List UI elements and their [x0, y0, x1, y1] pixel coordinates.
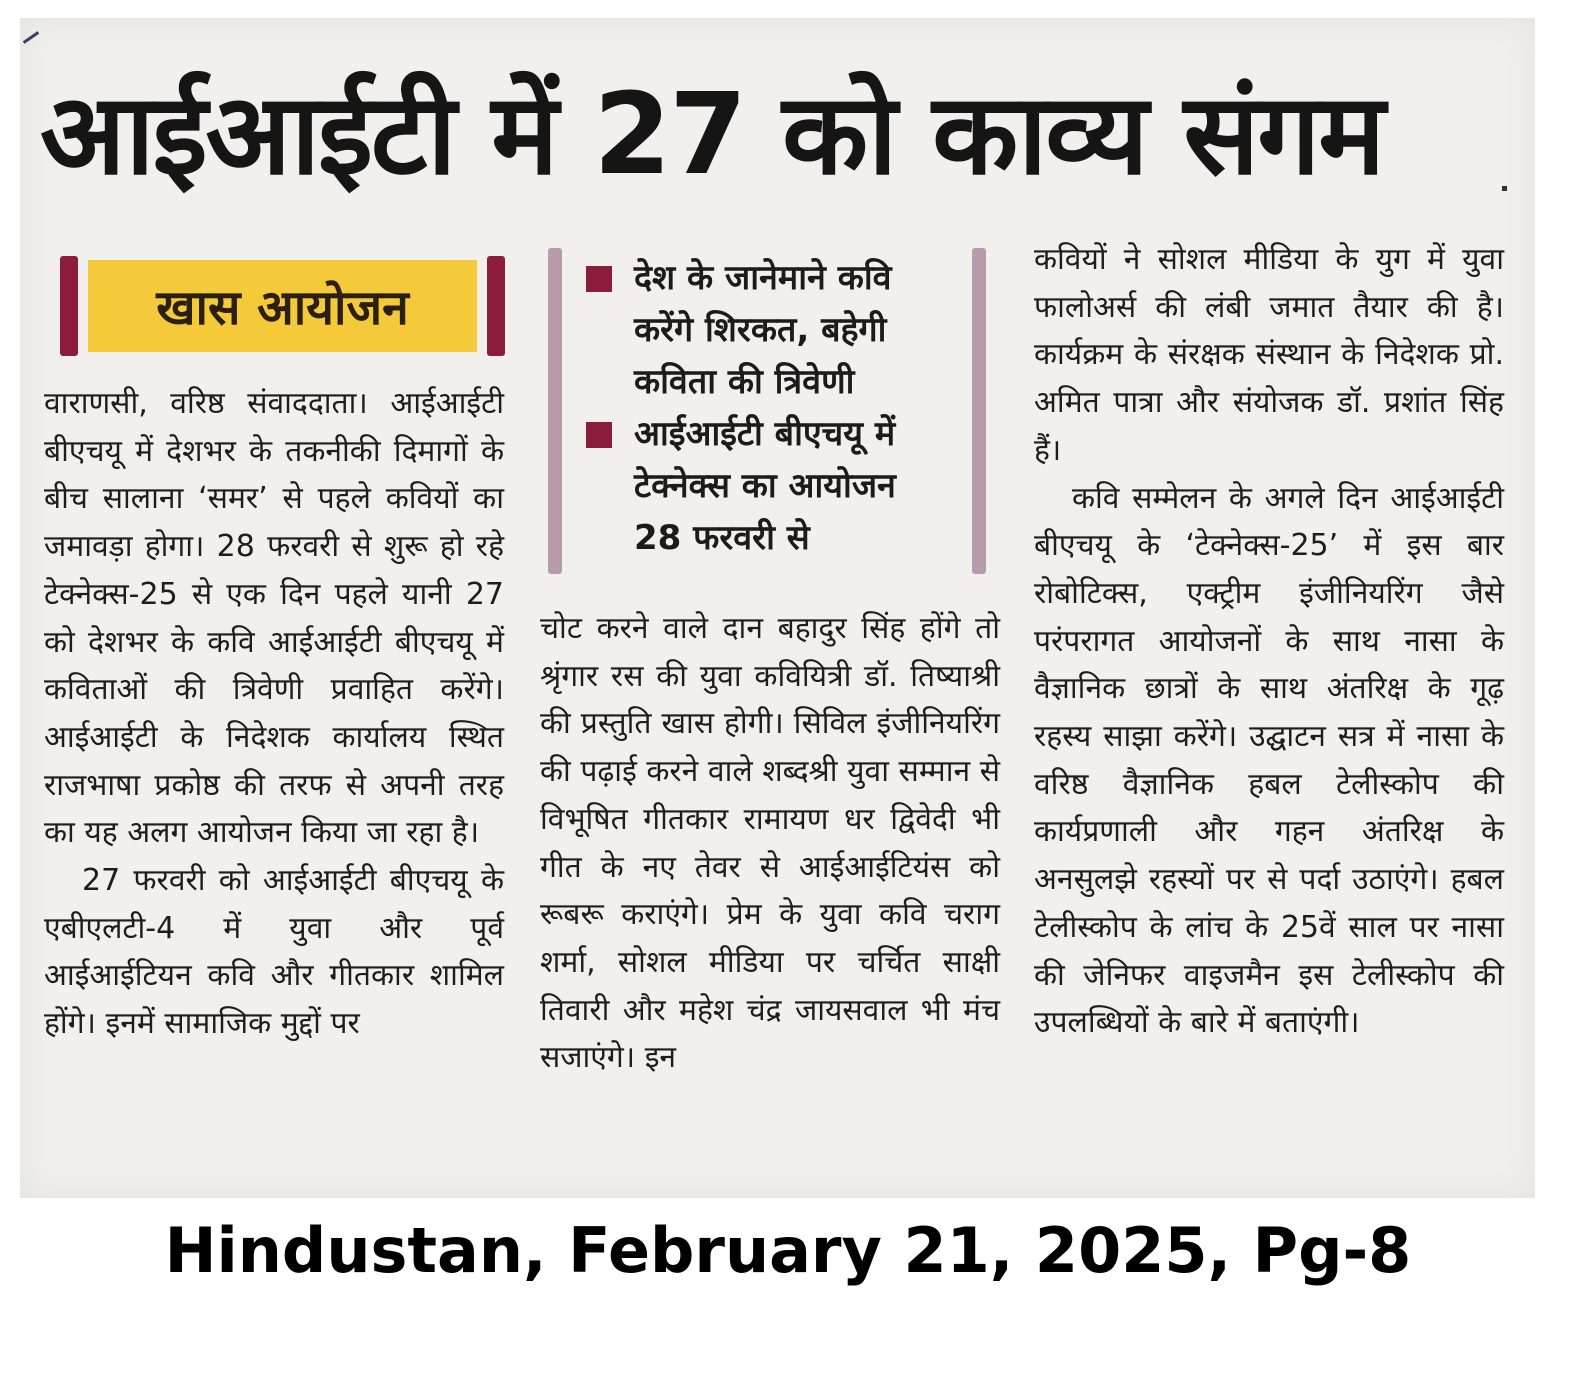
kicker-left-bar — [60, 256, 78, 356]
column-1-paragraph-2: 27 फरवरी को आईआईटी बीएचयू के एबीएलटी-4 में युवा और पूर्व आईआईटियन कवि और गीतकार शामिल होंगे। इनमें सामाजिक मुद्दों पर — [44, 863, 504, 1042]
headline: आईआईटी में 27 को काव्य संगम — [40, 70, 1384, 200]
column-3-paragraph-2: कवि सम्मेलन के अगले दिन आईआईटी बीएचयू के ‘टेक्नेक्स-25’ में इस बार रोबोटिक्स, एक्ट्रीम इंजीनियरिंग जैसे परंपरागत आयोजनों के साथ नासा के वैज्ञानिक छात्रों के साथ अंतरिक्ष के गूढ़ रहस्य साझा करेंगे। उद्घाटन सत्र में नासा के वरिष्ठ वैज्ञानिक हबल टेलीस्कोप की कार्यप्रणाली और गहन अंतरिक्ष के अनसुलझे रहस्यों पर से पर्दा उठाएंगे। हबल टेलीस्कोप के लांच के 25वें साल पर नासा की जेनिफर वाइजमैन इस टेलीस्कोप की उपलब्धियों के बारे में बताएंगी। — [1034, 480, 1504, 1041]
highlights-list — [586, 252, 946, 564]
highlights-box — [548, 248, 986, 578]
article-column-2 — [540, 605, 1000, 1082]
article-column-1 — [44, 380, 504, 1048]
highlight-text: आईआईटी बीएचयू में टेक्नेक्स का आयोजन 28 फरवरी से — [634, 414, 896, 558]
kicker-right-bar — [487, 256, 505, 356]
kicker-badge — [60, 256, 505, 356]
kicker-label: खास आयोजन — [88, 260, 477, 352]
highlight-item — [586, 252, 946, 408]
highlights-right-rule — [972, 248, 986, 574]
edge-dot — [1502, 186, 1507, 191]
column-1-paragraph-1: वाराणसी, वरिष्ठ संवाददाता। आईआईटी बीएचयू में देशभर के तकनीकी दिमागों के बीच सालाना ‘समर’ से पहले कवियों का जमावड़ा होगा। 28 फरवरी से शुरू हो रहे टेक्नेक्स-25 से एक दिन पहले यानी 27 को देशभर के कवि आईआईटी बीएचयू में कविताओं की त्रिवेणी प्रवाहित करेंगे। आईआईटी के निदेशक कार्यालय स्थित राजभाषा प्रकोष्ठ की तरफ से अपनी तरह का यह अलग आयोजन किया जा रहा है। — [44, 386, 504, 851]
source-caption: Hindustan, February 21, 2025, Pg-8 — [164, 1214, 1412, 1287]
column-3-paragraph-1: कवियों ने सोशल मीडिया के युग में युवा फालोअर्स की लंबी जमात तैयार की है। कार्यक्रम के संरक्षक संस्थान के निदेशक प्रो. अमित पात्रा और संयोजक डॉ. प्रशांत सिंह हैं। — [1034, 242, 1504, 468]
highlights-left-rule — [548, 248, 562, 574]
column-2-paragraph-1: चोट करने वाले दान बहादुर सिंह होंगे तो श्रृंगार रस की युवा कवियित्री डॉ. तिष्याश्री की प्रस्तुति खास होगी। सिविल इंजीनियरिंग की पढ़ाई करने वाले शब्दश्री युवा सम्मान से विभूषित गीतकार रामायण धर द्विवेदी भी गीत के नए तेवर से आईआईटियंस को रूबरू कराएंगे। प्रेम के युवा कवि चराग शर्मा, सोशल मीडिया पर चर्चित साक्षी तिवारी और महेश चंद्र जायसवाल भी मंच सजाएंगे। इन — [540, 611, 1000, 1076]
square-bullet-icon — [586, 266, 612, 292]
highlight-text: देश के जानेमाने कवि करेंगे शिरकत, बहेगी कविता की त्रिवेणी — [634, 258, 892, 402]
article-column-3 — [1034, 236, 1504, 1047]
highlight-item — [586, 408, 946, 564]
square-bullet-icon — [586, 422, 612, 448]
